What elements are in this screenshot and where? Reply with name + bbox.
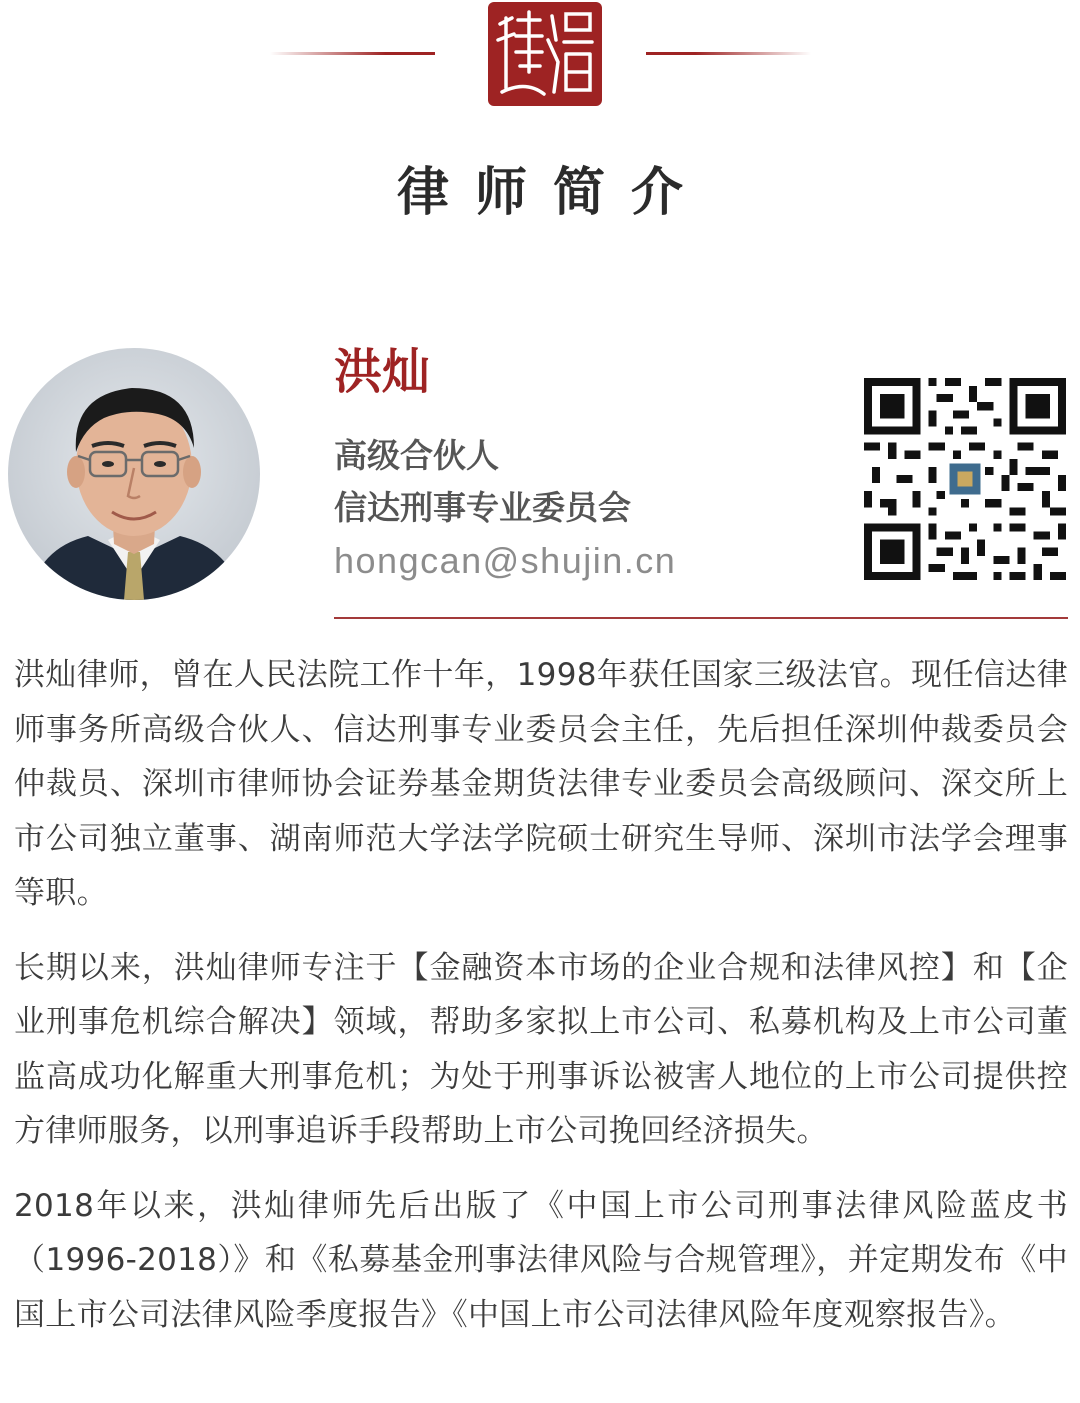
profile-divider (334, 617, 1068, 619)
role-title: 高级合伙人 (334, 436, 499, 475)
header-rule-right (646, 52, 811, 55)
bio-paragraph: 长期以来，洪灿律师专注于【金融资本市场的企业合规和法律风控】和【企业刑事危机综合解决】领域，帮助多家拟上市公司、私募机构及上市公司董监高成功化解重大刑事危机；为处于刑事诉讼被害人地位的上市公司提供控方律师服务，以刑事追诉手段帮助上市公司挽回经济损失。 (14, 949, 1068, 1149)
bio-paragraph: 洪灿律师，曾在人民法院工作十年，1998年获任国家三级法官。现任信达律师事务所高级合伙人、信达刑事专业委员会主任，先后担任深圳仲裁委员会仲裁员、深圳市律师协会证券基金期货法律专业委员会高级顾问、深交所上市公司独立董事、湖南师范大学法学院硕士研究生导师、深圳市法学会理事等职。 (14, 657, 1068, 911)
page-header (0, 0, 1080, 240)
bio-section (14, 648, 1068, 1362)
bio-paragraph: 2018年以来，洪灿律师先后出版了《中国上市公司刑事法律风险蓝皮书（1996-2018）》和《私募基金刑事法律风险与合规管理》，并定期发布《中国上市公司法律风险季度报告》《中国上市公司法律风险年度观察报告》。 (14, 1187, 1068, 1333)
email-link[interactable]: hongcan@shujin.cn (334, 540, 677, 581)
section-title: 律师简介 (396, 162, 709, 223)
committee-title: 信达刑事专业委员会 (334, 488, 631, 527)
header-rule-left (270, 52, 435, 55)
seal-stamp-icon (486, 0, 604, 108)
profile-info (334, 340, 834, 588)
lawyer-portrait (8, 348, 260, 600)
qr-code-icon[interactable] (864, 378, 1066, 580)
lawyer-name: 洪灿 (334, 344, 431, 400)
